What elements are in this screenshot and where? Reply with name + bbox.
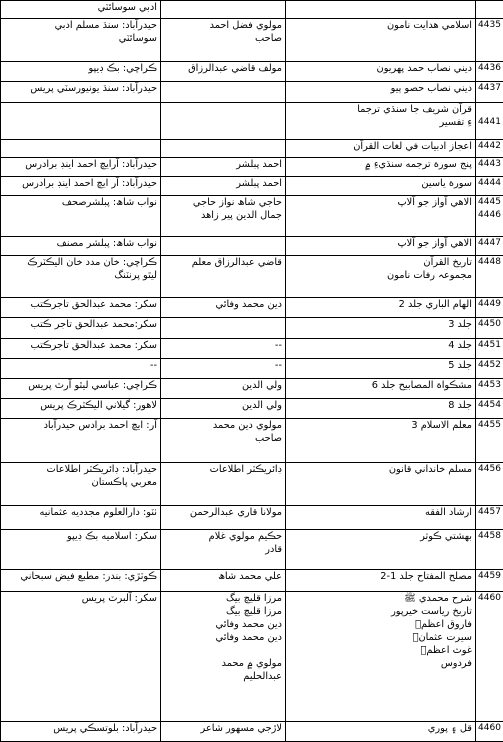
entry-publisher: نواب شاھ: پبلشرصحف [1,196,161,237]
table-row [1,506,503,530]
entry-title: جلد 5 [286,359,476,379]
entry-publisher: سکر: محمد عبدالحق تاجرڪتب [1,298,161,318]
entry-publisher: حيدرآباد: سنڌ يونيورسٽي پريس [1,82,161,103]
entry-publisher: سکر: اسلاميه بڪ ڊيپو [1,530,161,570]
entry-publisher: ڪراچي: بڪ ڊيپو [1,62,161,82]
entry-publisher: حيدرآباد: آرايچ احمد اينڊ برادرس [1,158,161,177]
table-row [1,339,503,359]
entry-number: 4445 4446 [476,196,503,237]
entry-number: 4435 [476,19,503,62]
entry-number: 4441 [476,103,503,140]
entry-number: 4454 [476,399,503,419]
entry-title: اسلامي هدايت نامون [286,19,476,62]
entry-number: 4453 [476,379,503,399]
entry-publisher: ادبي سوسائٽي [1,1,161,19]
entry-author: ولي الدين [161,399,286,419]
entry-number: 4456 [476,463,503,506]
entry-number: 4443 [476,158,503,177]
entry-number: 4449 [476,298,503,318]
entry-publisher: حيدرآباد: ڊائريڪٽر اطلاعات معربي پاڪستان [1,463,161,506]
entry-publisher: -- [1,359,161,379]
entry-title: مسلم خانداني قانون [286,463,476,506]
entry-author: ولي الدين [161,379,286,399]
entry-title [286,1,476,19]
entry-number: 4444 [476,177,503,196]
table-row [1,570,503,592]
entry-author: لاڙجي مسهور شاعر [161,722,286,742]
entry-number: 4437 [476,82,503,103]
table-row [1,140,503,158]
entry-publisher: سکر:محمد عبدالحق تاجر ڪتب [1,318,161,339]
entry-title: معلم الاسلام 3 [286,419,476,463]
entry-publisher: ڪوٽڙي: بندر: مطبع فيض سبحاني [1,570,161,592]
entry-number: 4448 [476,256,503,298]
entry-number: 4455 [476,419,503,463]
entry-title: سورة ياسين [286,177,476,196]
entry-author: حاجي شاھ نواز حاجي جمال الدين پير زاهد [161,196,286,237]
entry-publisher: آر: ايچ احمد برادس حيدرآباد [1,419,161,463]
entry-publisher: سکر: محمد عبدالحق تاجرڪتب [1,339,161,359]
entry-number: 4457 [476,506,503,530]
entry-title: قل ۽ پوري [286,722,476,742]
entry-publisher: نواب شاھ: پبلشر مصنف [1,237,161,256]
table-row [1,419,503,463]
table-row [1,256,503,298]
entry-title: مصلح المفتاح جلد 1-2 [286,570,476,592]
entry-number: 4459 [476,570,503,592]
entry-title: شرح محمدي ﷺ تاريخ رياست خيرپور فاروق اعظمؓ سيرت عثمانؓ غوث اعظمؒ فردوس [286,592,476,722]
entry-author: احمد پبلشر [161,177,286,196]
entry-number: 4452 [476,359,503,379]
entry-author: دين محمد وفائي [161,298,286,318]
entry-title: پنج سورة ترجمه سنڌيءِ ۾ [286,158,476,177]
table-row [1,19,503,62]
entry-author: مولانا قاري عبدالرحمن [161,506,286,530]
entry-author: قاضي عبدالرزاق معلم [161,256,286,298]
entry-number: 4436 [476,62,503,82]
entry-number: 4460 [476,592,503,722]
entry-author: مولف قاضي عبدالرزاق [161,62,286,82]
entry-title: الاهي آواز جو آلاپ [286,237,476,256]
entry-publisher: ٺٽو: دارالعلوم مجدديه عثمانيه [1,506,161,530]
entry-author: ڊائريڪٽر اطلاعات [161,463,286,506]
entry-number: 4460 [476,722,503,742]
entry-publisher: حيدرآباد: سنڌ مسلم ادبي سوسائٽي [1,19,161,62]
entry-author: -- [161,339,286,359]
table-row [1,103,503,140]
entry-author [161,103,286,140]
table-row [1,379,503,399]
entry-author: مولوي فضل احمد صاحب [161,19,286,62]
entry-title: قرآن شريف جا سنڌي ترجما ءِ تفسير [286,103,476,140]
entry-author: مولوي دين محمد صاحب [161,419,286,463]
entry-number: 4447 [476,237,503,256]
entry-author [161,318,286,339]
table-row [1,196,503,237]
table-row [1,318,503,339]
entry-title: ارشاد الفقه [286,506,476,530]
table-row [1,399,503,419]
table-row [1,82,503,103]
entry-number: 4442 [476,140,503,158]
entry-author: علي محمد شاھ [161,570,286,592]
entry-title: جلد 3 [286,318,476,339]
table-row [1,237,503,256]
table-row [1,1,503,19]
entry-title: الاهي آواز جو آلاپ [286,196,476,237]
table-row [1,298,503,318]
table-row [1,530,503,570]
entry-title: اعجاز ادبيات في لغات القرآن [286,140,476,158]
entry-title: مشڪواة المصابيح جلد 6 [286,379,476,399]
entry-title: ديني نصاب حمد پهريون [286,62,476,82]
entry-title: الهام الباري جلد 2 [286,298,476,318]
entry-author [161,140,286,158]
entry-publisher: لاهور: گيلاني اليڪٽرڪ پريس [1,399,161,419]
table-row [1,158,503,177]
entry-publisher: ڪراچي: خان مدد خان اليڪٽرڪ ليٿو پرنٽنگ [1,256,161,298]
entry-number [476,1,503,19]
entry-title: تاريخ القرآن مجموعہ رفات نامون [286,256,476,298]
entry-author [161,1,286,19]
entry-publisher: سکر: آلبرٽ پريس [1,592,161,722]
table-row [1,592,503,722]
entry-number: 4458 [476,530,503,570]
entry-author: احمد پبلشر [161,158,286,177]
entry-number: 4450 [476,318,503,339]
entry-title: بهشتي ڪوثر [286,530,476,570]
entry-title: ديني نصاب حصو ٻيو [286,82,476,103]
entry-author: -- [161,359,286,379]
entry-publisher [1,140,161,158]
table-row [1,62,503,82]
entry-publisher: حيدرآباد: بلوتسڪي پريس [1,722,161,742]
entry-author [161,82,286,103]
entry-author [161,237,286,256]
table-row [1,463,503,506]
entry-author: مرزا قليچ بيگ مرزا قليچ بيگ دين محمد وفائي دين محمد وفائي مولوي ۾ محمد عبدالحليم [161,592,286,722]
entry-title: جلد 4 [286,339,476,359]
entry-author: حڪيم مولوي غلام قادر [161,530,286,570]
entry-publisher [1,103,161,140]
table-row [1,359,503,379]
table-row [1,722,503,742]
entry-publisher: ڪراچي: عباسي ليٿو آرٽ پريس [1,379,161,399]
entry-number: 4451 [476,339,503,359]
entry-title: جلد 8 [286,399,476,419]
entry-publisher: حيدرآباد: آر ايچ احمد اينڊ برادرس [1,177,161,196]
table-row [1,177,503,196]
